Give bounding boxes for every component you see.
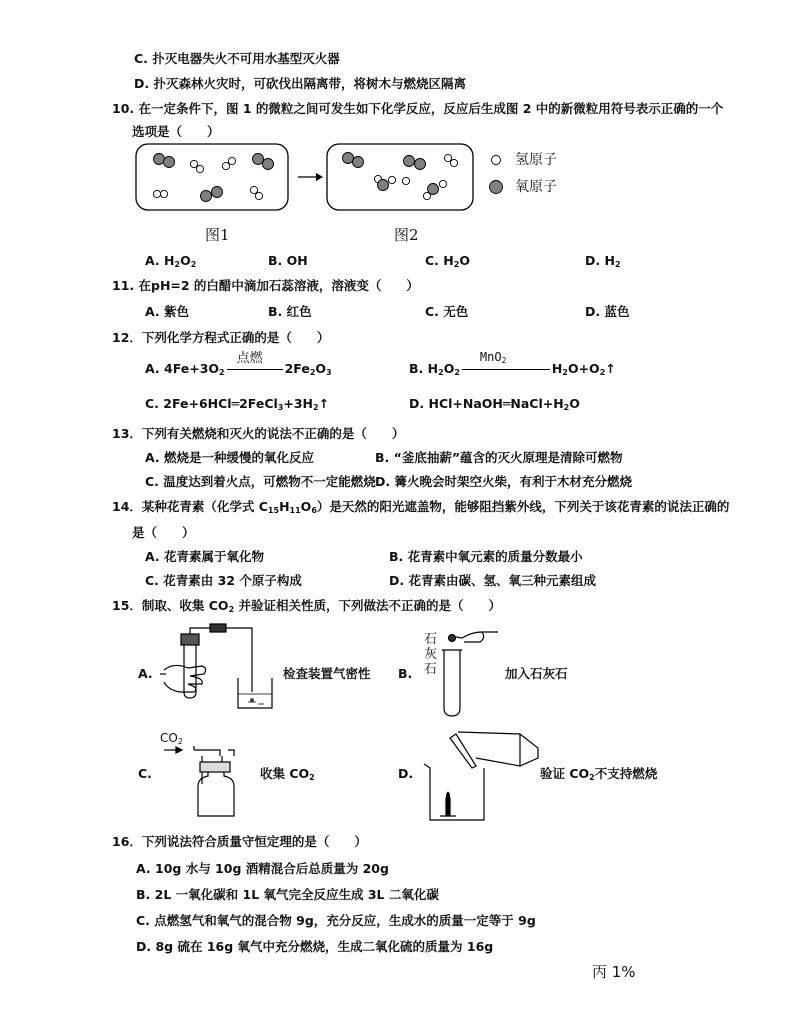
o-atom [343,153,354,164]
test-tube-limestone-illustration [440,628,500,720]
h-atom [228,157,235,164]
figure-2-label: 图2 [394,226,419,244]
o-atom [212,187,223,198]
q16-option-a: A. 10g 水与 10g 酒精混合后总质量为 20g [136,861,389,876]
legend-oxygen-icon [490,181,503,194]
q11-option-c: C. 无色 [425,304,469,319]
q15-option-c-letter: C. [138,766,152,781]
q14-option-d: D. 花青素由碳、氢、氧三种元素组成 [389,573,596,588]
q12-stem: 12．下列化学方程式正确的是（ ） [112,330,330,345]
o-atom [154,154,165,165]
figure-1-label: 图1 [205,226,230,244]
h-atom [444,154,451,161]
h-atom [423,192,430,199]
h-atom [402,177,409,184]
q14-stem: 14．某种花青素（化学式 $C_{15}H_{11}O_6$）是天然的阳光遮盖物，能够阻挡紫外线，下列关于该花青素的说法正确的 [112,499,730,515]
airtightness-apparatus-illustration [160,622,290,712]
o-atom [415,159,426,170]
beaker-candle-illustration [420,728,540,824]
q10-option-d: D. $H_2$ [585,253,621,269]
h-atom [160,190,167,197]
q10-reaction-figure [130,140,570,250]
q10-option-b: B. OH [268,253,308,268]
h-atom [222,162,229,169]
page-footer-mark: 丙 1% [592,963,636,981]
q13-stem: 13．下列有关燃烧和灭火的说法不正确的是（ ） [112,426,405,441]
q10-stem: 10. 在一定条件下，图 1 的微粒之间可发生如下化学反应，反应后生成图 2 中的新微粒用符号表示正确的一个 [112,101,724,116]
q11-option-d: D. 蓝色 [585,304,630,319]
o-atom [253,154,264,165]
q11-option-a: A. 紫色 [145,304,190,319]
q9-option-d: D. 扑灭森林火灾时，可砍伐出隔离带，将树木与燃烧区隔离 [134,76,466,91]
q15-option-b-letter: B. [398,666,413,681]
q16-option-b: B. 2L 一氧化碳和 1L 氧气完全反应生成 3L 二氧化碳 [136,887,439,902]
co2-inlet-label: $CO_2$ [160,731,183,746]
q15-option-c-caption: 收集 $CO_2$ [260,766,315,782]
q15-stem: 15．制取、收集 $CO_2$ 并验证相关性质，下列做法不正确的是（ ） [112,598,501,614]
q11-stem: 11. 在pH=2 的白醋中滴加石蕊溶液，溶液变（ ） [112,278,419,293]
o-atom [378,180,389,191]
q13-option-b: B. “釜底抽薪”蕴含的灭火原理是清除可燃物 [375,450,623,465]
o-atom [263,159,274,170]
legend-hydrogen-label: 氢原子 [515,152,557,168]
q14-option-b: B. 花青素中氧元素的质量分数最小 [389,549,583,564]
h-atom [250,186,257,193]
o-atom [164,157,175,168]
q9-option-c: C. 扑灭电器失火不可用水基型灭火器 [134,51,340,66]
gas-collection-bottle-illustration [164,744,254,820]
q16-option-c: C. 点燃氢气和氧气的混合物 9g，充分反应，生成水的质量一定等于 9g [136,913,536,928]
q15-option-a-letter: A. [138,666,153,681]
limestone-label: 石 灰 石 [424,632,438,677]
q10-option-c: C. $H_2O$ [425,253,470,269]
h-atom [388,176,395,183]
q14-stem-continued: 是（ ） [132,525,195,540]
h-atom [153,190,160,197]
o-atom [201,191,212,202]
q14-option-c: C. 花青素由 32 个原子构成 [145,573,302,588]
q13-option-a: A. 燃烧是一种缓慢的氧化反应 [145,450,315,465]
q15-option-d-letter: D. [398,766,414,781]
q13-option-d: D. 篝火晚会时架空火柴，有利于木材充分燃烧 [375,474,632,489]
q12-option-c: C. $2Fe+6HCl═2FeCl_3+3H_2↑$ [145,396,330,412]
h-atom [190,160,197,167]
h-atom [450,159,457,166]
q14-option-a: A. 花青素属于氧化物 [145,549,265,564]
h-atom [255,192,262,199]
q10-option-a: A. $H_2O_2$ [145,253,197,269]
q15-option-a-caption: 检查装置气密性 [283,666,371,681]
h-atom [439,180,446,187]
q16-stem: 16．下列说法符合质量守恒定理的是（ ） [112,834,367,849]
q10-stem-continued: 选项是（ ） [132,124,220,139]
o-atom [353,157,364,168]
q12-option-b: B. $H_2O_2$ MnO$_2$ $H_2O+O_2↑$ [409,350,616,377]
o-atom [404,156,415,167]
q16-option-d: D. 8g 硫在 16g 氧气中充分燃烧，生成二氧化硫的质量为 16g [136,939,494,954]
q11-option-b: B. 红色 [268,304,312,319]
q15-option-d-caption: 验证 $CO_2$不支持燃烧 [540,766,658,782]
arrow-head [316,173,323,181]
q13-option-c: C. 温度达到着火点，可燃物不一定能燃烧 [145,474,376,489]
q12-option-a: A. $4Fe+3O_2$ 点燃 $2Fe_2O_3$ [145,351,332,377]
q12-option-d: D. $HCl+NaOH═NaCl+H_2O$ [409,396,580,412]
h-atom [196,165,203,172]
q15-option-b-caption: 加入石灰石 [505,666,568,681]
legend-hydrogen-icon [492,156,501,165]
legend-oxygen-label: 氧原子 [515,179,557,195]
